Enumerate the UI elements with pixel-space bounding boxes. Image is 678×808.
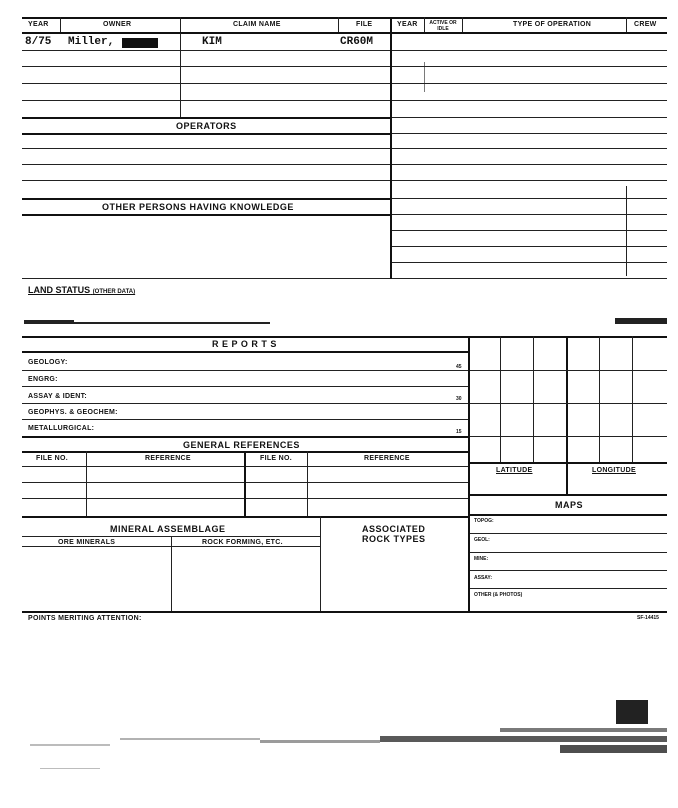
form-code: SF-14415 [637, 615, 659, 621]
ore-minerals-label: ORE MINERALS [58, 539, 116, 546]
redacted-owner-firstname [122, 38, 158, 48]
col-active-idle: ACTIVE OR IDLE [429, 20, 457, 32]
report-metallurgical-num: 15 [456, 429, 462, 435]
col-type-of-operation: TYPE OF OPERATION [513, 21, 592, 28]
maps-title: MAPS [555, 500, 584, 510]
reports-title: R E P O R T S [212, 339, 277, 349]
row1-claim-name: KIM [202, 36, 222, 48]
col-owner: OWNER [103, 21, 132, 28]
land-status-label: LAND STATUS (OTHER DATA) [28, 285, 136, 295]
maps-topog: TOPOG: [474, 518, 494, 524]
col-crew: CREW [634, 21, 657, 28]
report-assay-num: 30 [456, 396, 462, 402]
operators-label: OPERATORS [176, 121, 237, 131]
row1-file: CR60M [340, 36, 374, 48]
report-geology-num: 45 [456, 364, 462, 370]
report-assay: ASSAY & IDENT: [28, 393, 88, 400]
col-right-year: YEAR [397, 21, 418, 28]
report-geology: GEOLOGY: [28, 359, 68, 366]
longitude-label: LONGITUDE [592, 467, 636, 474]
row1-owner: Miller, [68, 36, 115, 48]
maps-geol: GEOL: [474, 537, 490, 543]
report-engrg: ENGRG: [28, 376, 58, 383]
ref-col-reference-1: REFERENCE [145, 455, 191, 462]
col-year: YEAR [28, 21, 49, 28]
other-persons-label: OTHER PERSONS HAVING KNOWLEDGE [102, 202, 294, 212]
maps-mine: MINE: [474, 556, 489, 562]
rock-forming-label: ROCK FORMING, ETC. [202, 539, 283, 546]
maps-other: OTHER (& PHOTOS) [474, 592, 523, 598]
ref-col-file-no-1: FILE NO. [36, 455, 68, 462]
ref-col-file-no-2: FILE NO. [260, 455, 292, 462]
points-meriting-attention: POINTS MERITING ATTENTION: [28, 615, 142, 622]
col-claim-name: CLAIM NAME [233, 21, 281, 28]
ref-col-reference-2: REFERENCE [364, 455, 410, 462]
associated-line2: ROCK TYPES [362, 534, 426, 544]
latitude-label: LATITUDE [496, 467, 533, 474]
maps-assay: ASSAY: [474, 575, 493, 581]
general-references-title: GENERAL REFERENCES [183, 440, 300, 450]
associated-line1: ASSOCIATED [362, 524, 426, 534]
mineral-assemblage-title: MINERAL ASSEMBLAGE [110, 524, 226, 534]
report-metallurgical: METALLURGICAL: [28, 425, 95, 432]
col-file: FILE [356, 21, 373, 28]
row1-year: 8/75 [25, 36, 52, 48]
report-geophys: GEOPHYS. & GEOCHEM: [28, 409, 118, 416]
